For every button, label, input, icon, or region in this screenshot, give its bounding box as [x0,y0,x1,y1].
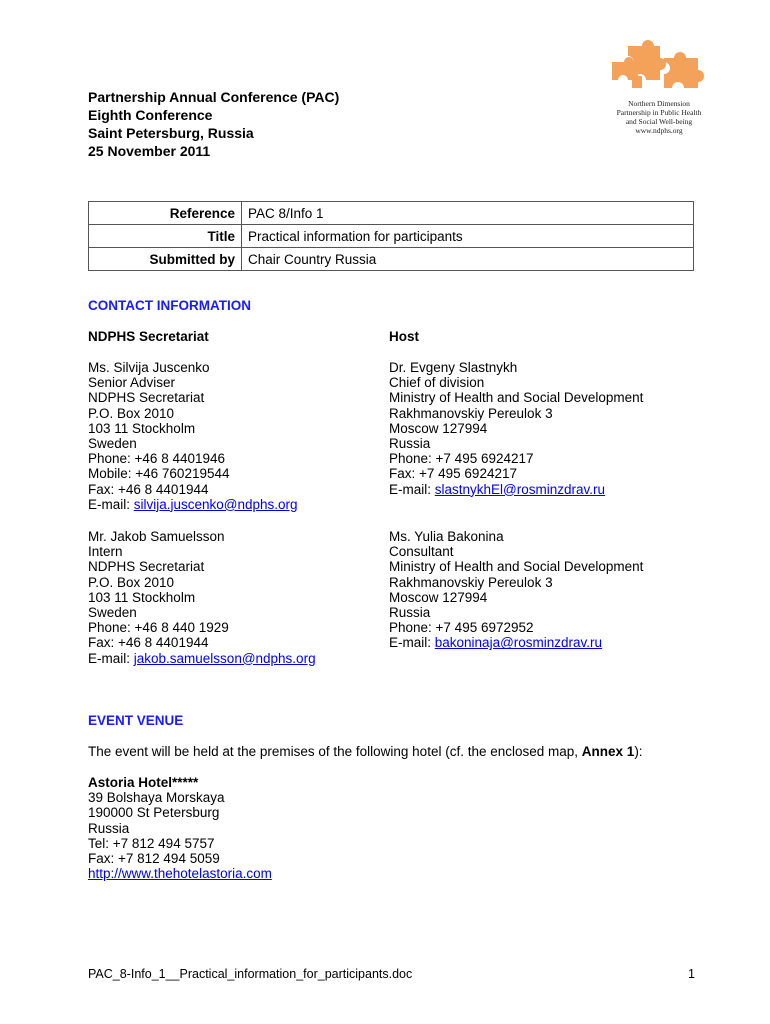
contact-card-samuelsson: Mr. Jakob Samuelsson Intern NDPHS Secretariat P.O. Box 2010 103 11 Stockholm Sweden Phone: +46 8 440 1929 Fax: +46 8 4401944 E-mail: jakob.samuelsson@ndphs.org [88,529,316,666]
title-value: Practical information for participants [242,225,694,248]
table-row [89,202,694,225]
email-link[interactable]: slastnykhEl@rosminzdrav.ru [434,481,606,497]
email-link[interactable]: bakoninaja@rosminzdrav.ru [434,635,603,651]
page-number: 1 [688,967,695,981]
host-heading: Host [389,329,419,344]
email-link[interactable]: jakob.samuelsson@ndphs.org [133,650,316,666]
email-link[interactable]: silvija.juscenko@ndphs.org [133,496,298,512]
conference-title: Partnership Annual Conference (PAC) [88,89,340,105]
puzzle-logo-icon [608,36,710,94]
table-row [89,248,694,271]
hotel-address: Astoria Hotel***** 39 Bolshaya Morskaya 190000 St Petersburg Russia Tel: +7 812 494 5757 Fax: +7 812 494 5059 http://www.thehotelastoria.com [88,775,272,882]
annex-reference: Annex 1 [581,744,635,759]
title-label: Title [89,225,242,248]
ndphs-logo [608,36,710,135]
submitted-label: Submitted by [89,248,242,271]
contact-heading: CONTACT INFORMATION [88,298,251,313]
submitted-value: Chair Country Russia [242,248,694,271]
document-header [88,88,339,160]
hotel-website-link[interactable]: http://www.thehotelastoria.com [88,866,272,882]
conference-edition: Eighth Conference [88,107,213,123]
reference-value: PAC 8/Info 1 [242,202,694,225]
reference-table [88,201,694,271]
secretariat-heading: NDPHS Secretariat [88,329,209,344]
footer-filename: PAC_8-Info_1__Practical_information_for_participants.doc [88,967,413,981]
hotel-name: Astoria Hotel***** [88,775,199,790]
table-row [89,225,694,248]
contact-card-slastnykh: Dr. Evgeny Slastnykh Chief of division Ministry of Health and Social Development Rakhmanovskiy Pereulok 3 Moscow 127994 Russia Phone: +7 495 6924217 Fax: +7 495 6924217 E-mail: slastnykhEl@rosminzdrav.ru [389,360,644,497]
conference-date: 25 November 2011 [88,143,211,159]
contact-card-juscenko: Ms. Silvija Juscenko Senior Adviser NDPHS Secretariat P.O. Box 2010 103 11 Stockholm Sweden Phone: +46 8 4401946 Mobile: +46 760219544 Fax: +46 8 4401944 E-mail: silvija.juscenko@ndphs.org [88,360,298,512]
venue-heading: EVENT VENUE [88,713,184,728]
logo-caption: Northern Dimension Partnership in Public Health and Social Well-being www.ndphs.org [616,99,702,135]
venue-intro: The event will be held at the premises of the following hotel (cf. the enclosed map, Annex 1): [88,744,643,759]
contact-card-bakonina: Ms. Yulia Bakonina Consultant Ministry of Health and Social Development Rakhmanovskiy Pereulok 3 Moscow 127994 Russia Phone: +7 495 6972952 E-mail: bakoninaja@rosminzdrav.ru [389,529,644,651]
reference-label: Reference [89,202,242,225]
conference-location: Saint Petersburg, Russia [88,125,254,141]
